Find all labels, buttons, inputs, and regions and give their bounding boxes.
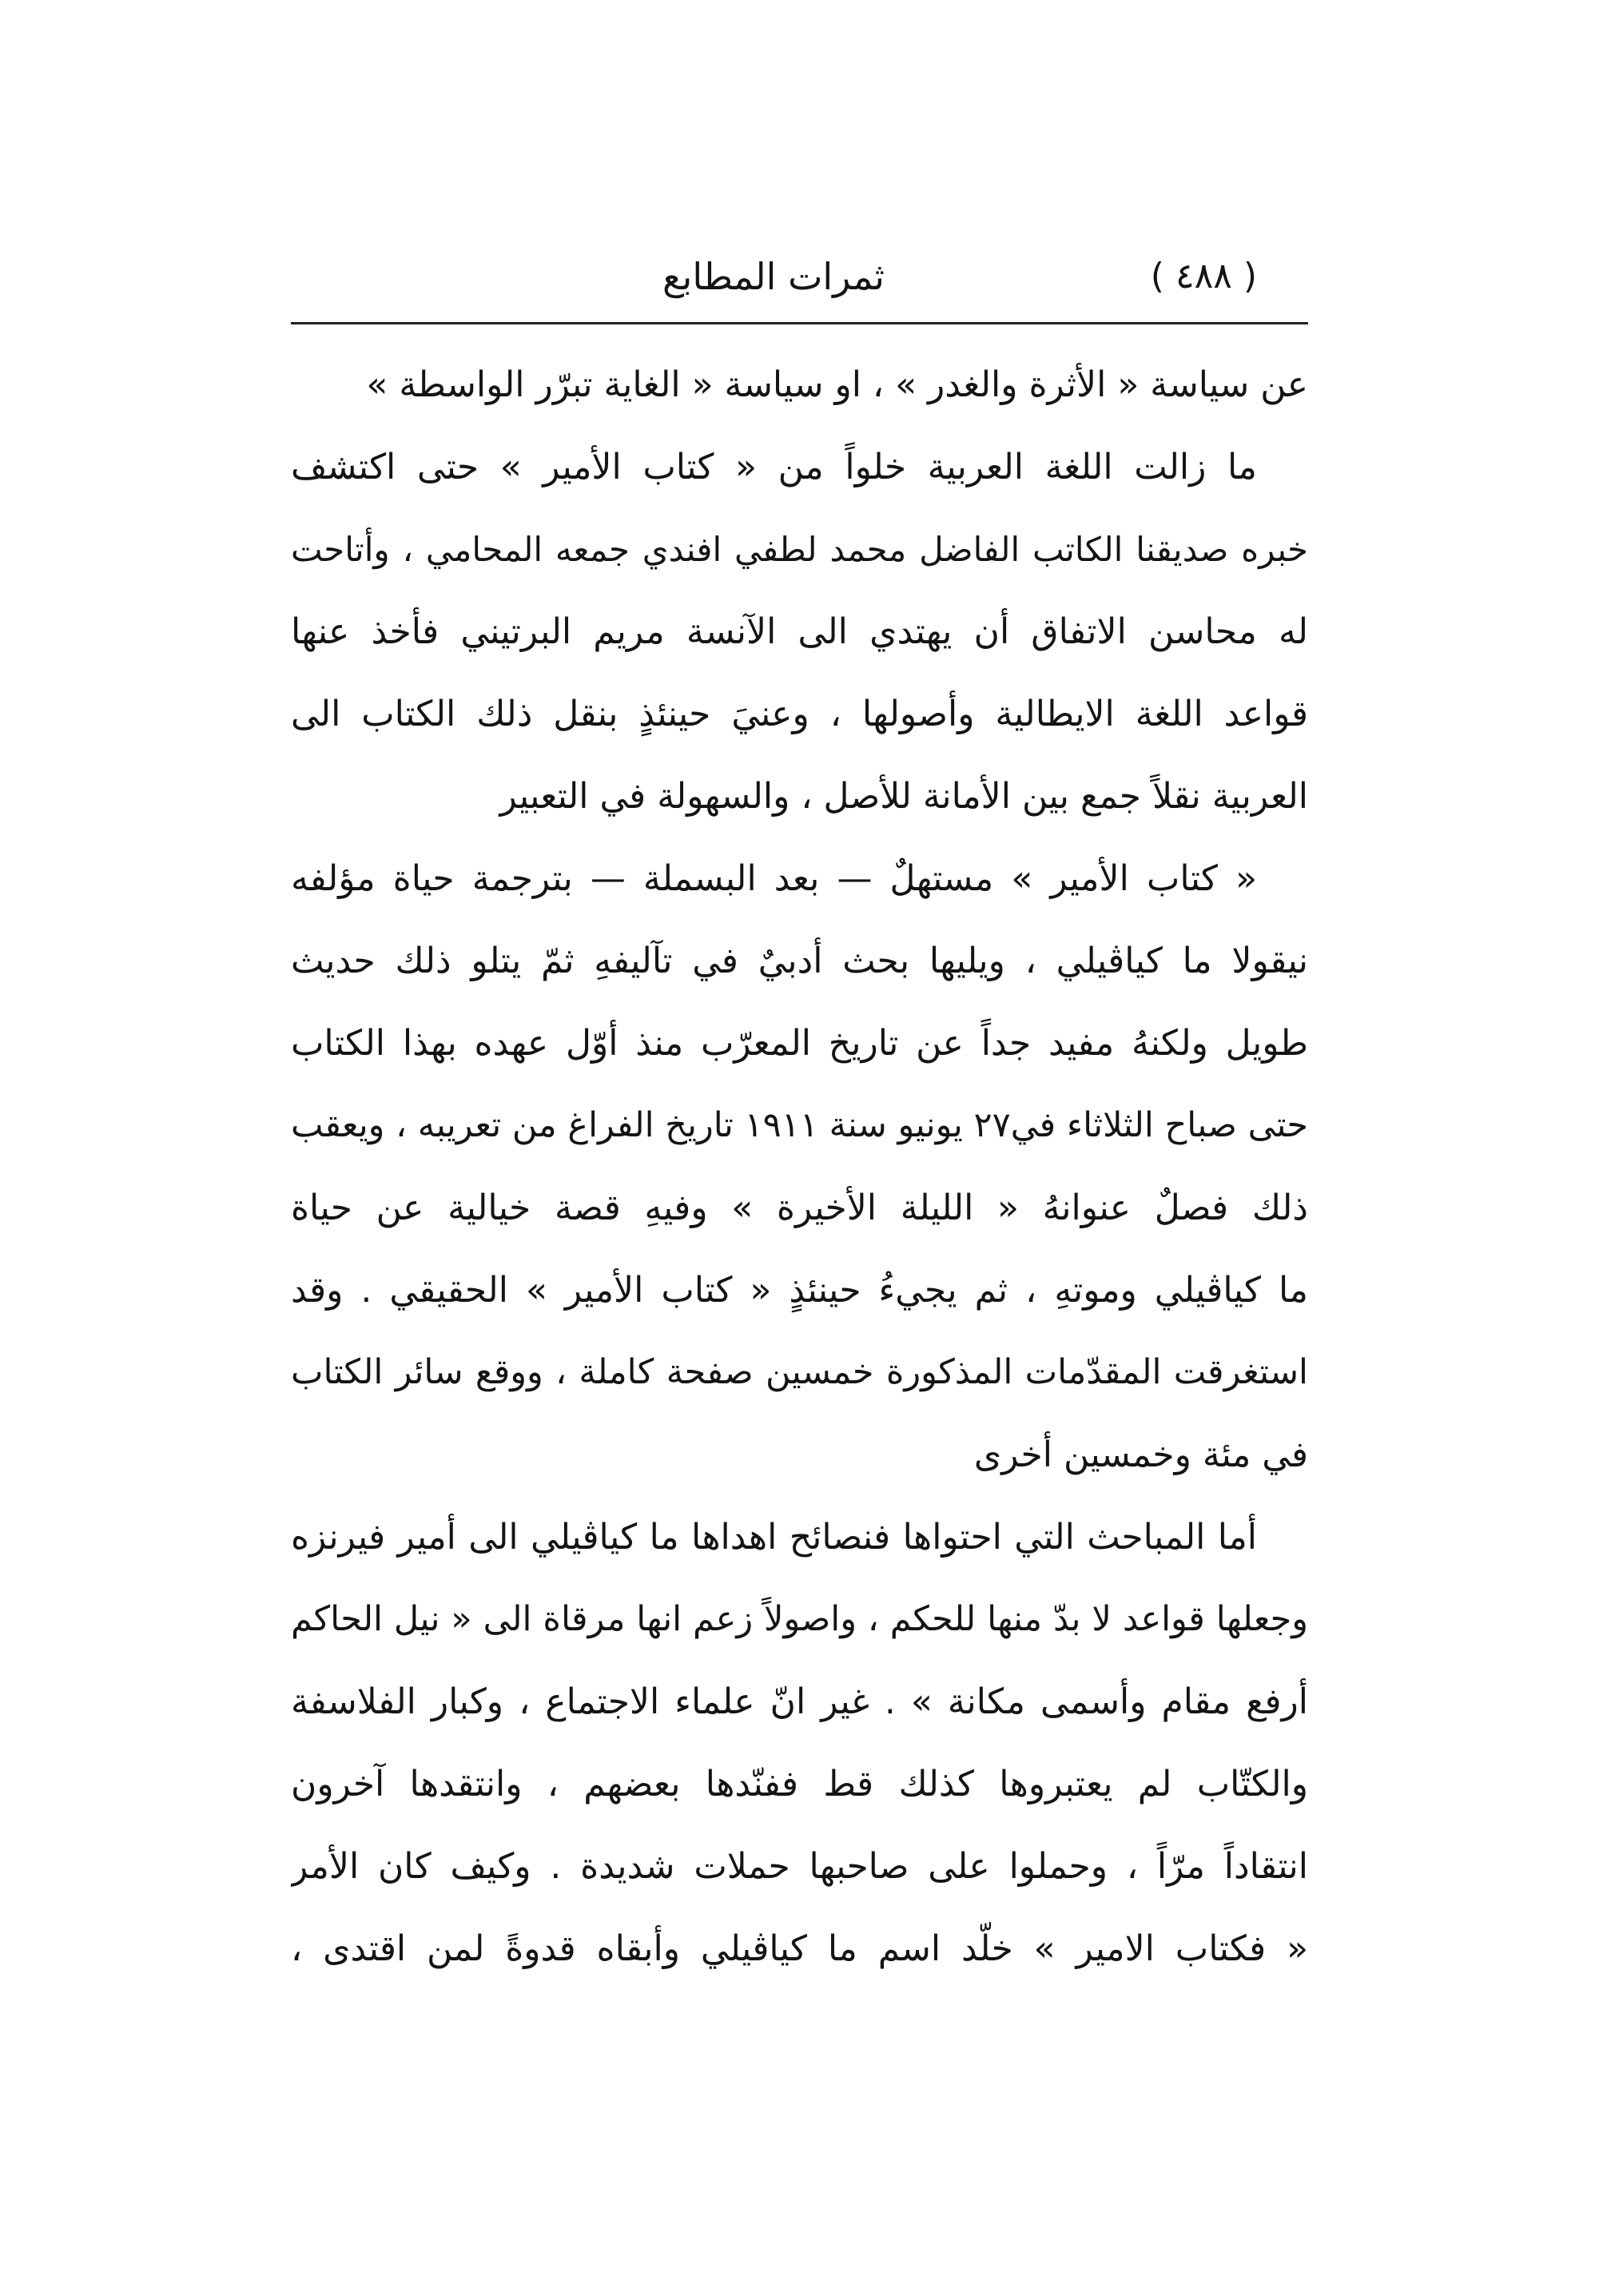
text-line: ما زالت اللغة العربية خلواً من « كتاب الأمير » حتى اكتشف <box>291 447 1257 487</box>
text-line: طويل ولكنهُ مفيد جداً عن تاريخ المعرّب منذ أوّل عهده بهذا الكتاب <box>291 1023 1308 1064</box>
text-line: خبره صديقنا الكاتب الفاضل محمد لطفي افندي جمعه المحامي ، وأتاحت <box>291 530 1308 569</box>
text-line: « كتاب الأمير » مستهلٌ — بعد البسملة — بترجمة حياة مؤلفه <box>291 858 1257 899</box>
text-line: حتى صباح الثلاثاء في٢٧ يونيو سنة ١٩١١ تاريخ الفراغ من تعريبه ، ويعقب <box>291 1105 1308 1145</box>
running-head <box>291 248 1308 305</box>
text-line: ما كياڤيلي وموتهِ ، ثم يجيءُ حينئذٍ « كتاب الأمير » الحقيقي . وقد <box>291 1270 1308 1311</box>
header-rule <box>291 322 1308 324</box>
text-line: العربية نقلاً جمع بين الأمانة للأصل ، والسهولة في التعبير <box>499 776 1308 817</box>
paragraph <box>291 1496 1308 1990</box>
body-text <box>291 344 1308 1990</box>
text-line: أرفع مقام وأسمى مكانة » . غير انّ علماء الاجتماع ، وكبار الفلاسفة <box>291 1681 1308 1722</box>
text-line: أما المباحث التي احتواها فنصائح اهداها ما كياڤيلي الى أمير فيرنزه <box>291 1517 1257 1558</box>
text-line: والكتّاب لم يعتبروها كذلك قط ففنّدها بعضهم ، وانتقدها آخرون <box>291 1764 1308 1805</box>
text-line: قواعد اللغة الايطالية وأصولها ، وعنيَ حينئذٍ بنقل ذلك الكتاب الى <box>291 694 1308 734</box>
text-line: في مئة وخمسين أخرى <box>973 1435 1308 1475</box>
paragraph <box>291 426 1308 838</box>
paragraph <box>291 838 1308 1496</box>
running-title: ثمرات المطابع <box>662 255 885 298</box>
text-line: انتقاداً مرّاً ، وحملوا على صاحبها حملات شديدة . وكيف كان الأمر <box>291 1846 1308 1887</box>
text-line: نيقولا ما كياڤيلي ، ويليها بحث أدبيٌ في تآليفهِ ثمّ يتلو ذلك حديث <box>291 941 1308 981</box>
paragraph <box>291 344 1308 426</box>
text-line: له محاسن الاتفاق أن يهتدي الى الآنسة مريم البرتيني فأخذ عنها <box>291 611 1308 652</box>
text-line: عن سياسة « الأثرة والغدر » ، او سياسة « الغاية تبرّر الواسطة » <box>366 364 1308 405</box>
text-line: وجعلها قواعد لا بدّ منها للحكم ، واصولاً زعم انها مرقاة الى « نيل الحاكم <box>291 1599 1308 1639</box>
text-line: « فكتاب الامير » خلّد اسم ما كياڤيلي وأبقاه قدوةً لمن اقتدى ، <box>291 1928 1308 1969</box>
page-number: ( ٤٨٨ ) <box>1150 256 1257 296</box>
text-line: استغرقت المقدّمات المذكورة خمسين صفحة كاملة ، ووقع سائر الكتاب <box>291 1352 1308 1392</box>
text-line: ذلك فصلٌ عنوانهُ « الليلة الأخيرة » وفيهِ قصة خيالية عن حياة <box>291 1188 1308 1228</box>
